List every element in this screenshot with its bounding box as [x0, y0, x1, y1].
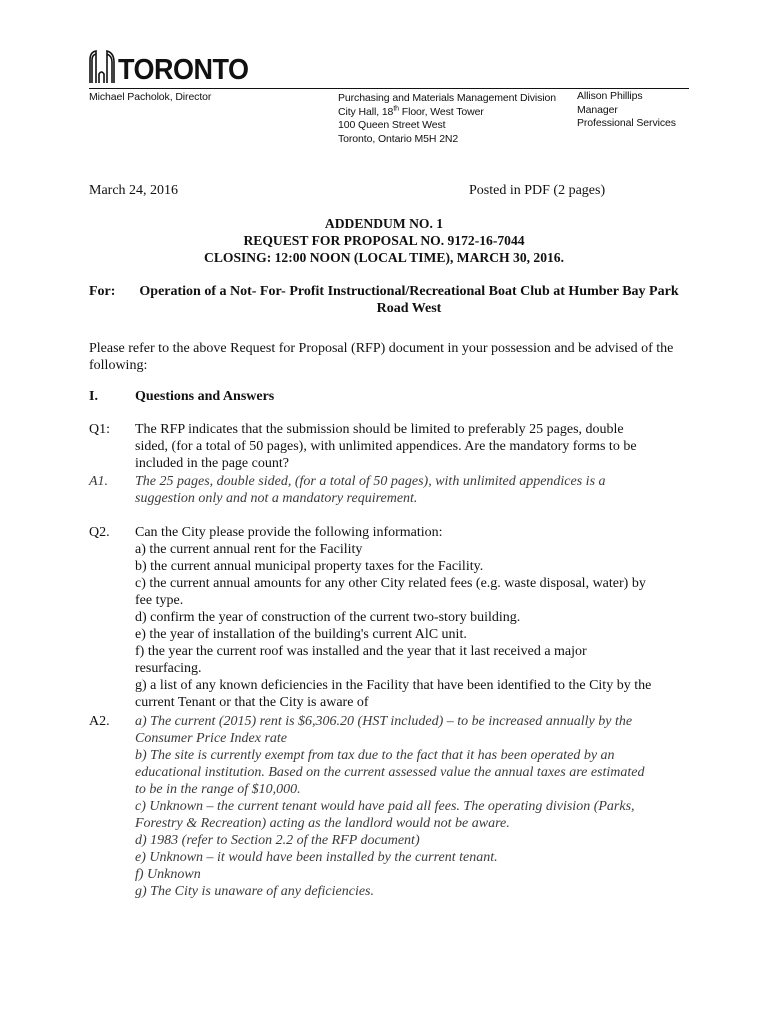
- contact-block: [577, 90, 676, 131]
- a2-line: b) The site is currently exempt from tax due to the fact that it has been operated by an: [135, 748, 615, 763]
- q2-line: g) a list of any known deficiencies in the Facility that have been identified to the City by the: [135, 678, 652, 693]
- q1-line: The RFP indicates that the submission should be limited to preferably 25 pages, double: [135, 422, 624, 437]
- division-name: Purchasing and Materials Management Division: [338, 92, 556, 104]
- a2-line: educational institution. Based on the current assessed value the annual taxes are estimated: [135, 765, 645, 780]
- a1-line: The 25 pages, double sided, (for a total of 50 pages), with unlimited appendices is a: [135, 474, 606, 489]
- q2-line: f) the year the current roof was installed and the year that it last received a major: [135, 644, 587, 659]
- q2-text: [135, 524, 675, 711]
- q2-line: e) the year of installation of the building's current AlC unit.: [135, 627, 467, 642]
- for-label: For:: [89, 284, 116, 299]
- contact-title: Manager: [577, 103, 618, 116]
- q2-line: resurfacing.: [135, 661, 202, 676]
- a2-line: d) 1983 (refer to Section 2.2 of the RFP document): [135, 833, 420, 848]
- q2-line: b) the current annual municipal property taxes for the Facility.: [135, 559, 484, 574]
- q2-line: Can the City please provide the following information:: [135, 525, 443, 540]
- a2-line: Forestry & Recreation) acting as the landlord would not be aware.: [135, 816, 510, 831]
- logo-wordmark: TORONTO: [118, 53, 249, 86]
- project-title-line-2: Road West: [376, 301, 442, 316]
- city-of-toronto-logo: [89, 48, 249, 84]
- contact-department: Professional Services: [577, 117, 676, 129]
- a2-line: Consumer Price Index rate: [135, 731, 288, 746]
- project-title-line-1: Operation of a Not- For- Profit Instructional/Recreational Boat Club at Humber Bay Park: [139, 284, 679, 299]
- posted-note: Posted in PDF (2 pages): [469, 183, 606, 198]
- intro-line: Please refer to the above Request for Proposal (RFP) document in your possession and be advised of the: [89, 341, 674, 356]
- director-name: Michael Pacholok, Director: [89, 91, 212, 103]
- q2-line: c) the current annual amounts for any other City related fees (e.g. waste disposal, water) by: [135, 576, 646, 591]
- section-title: Questions and Answers: [135, 389, 275, 404]
- q2-line: fee type.: [135, 593, 184, 608]
- document-date: March 24, 2016: [89, 183, 179, 198]
- division-city: Toronto, Ontario M5H 2N2: [338, 132, 459, 145]
- a2-line: to be in the range of $10,000.: [135, 782, 301, 797]
- q2-line: a) the current annual rent for the Facility: [135, 542, 363, 557]
- q2-line: current Tenant or that the City is aware of: [135, 695, 369, 710]
- intro-paragraph: [89, 340, 689, 374]
- a2-line: f) Unknown: [135, 867, 201, 882]
- q1-line: sided, (for a total of 50 pages), with unlimited appendices. Are the mandatory forms to be: [135, 439, 637, 454]
- q1-label: Q1:: [89, 422, 110, 437]
- q2-label: Q2.: [89, 525, 110, 540]
- addendum-title: ADDENDUM NO. 1: [324, 216, 444, 231]
- division-address: [338, 92, 556, 146]
- a2-line: a) The current (2015) rent is $6,306.20 (HST included) – to be increased annually by the: [135, 714, 633, 729]
- q2-line: d) confirm the year of construction of the current two-story building.: [135, 610, 521, 625]
- contact-name: Allison Phillips: [577, 90, 643, 102]
- a2-line: c) Unknown – the current tenant would have paid all fees. The operating division (Parks,: [135, 799, 635, 814]
- rfp-number: REQUEST FOR PROPOSAL NO. 9172-16-7044: [243, 233, 525, 248]
- section-number: I.: [89, 389, 98, 404]
- a2-label: A2.: [89, 714, 110, 729]
- a1-line: suggestion only and not a mandatory requirement.: [135, 491, 418, 506]
- a1-label: A1.: [89, 474, 109, 489]
- a2-line: e) Unknown – it would have been installed by the current tenant.: [135, 850, 498, 865]
- intro-line: following:: [89, 358, 148, 373]
- a1-text: [135, 473, 675, 507]
- a2-text: [135, 713, 675, 900]
- a2-line: g) The City is unaware of any deficiencies.: [135, 884, 374, 899]
- closing-line: CLOSING: 12:00 NOON (LOCAL TIME), MARCH 30, 2016.: [204, 250, 564, 265]
- q1-line: included in the page count?: [135, 456, 289, 471]
- q1-text: [135, 421, 675, 472]
- division-street: 100 Queen Street West: [338, 119, 446, 131]
- division-floor: City Hall, 18th Floor, West Tower: [338, 105, 484, 118]
- letterhead-rule: [89, 88, 689, 89]
- city-hall-icon: [89, 50, 115, 84]
